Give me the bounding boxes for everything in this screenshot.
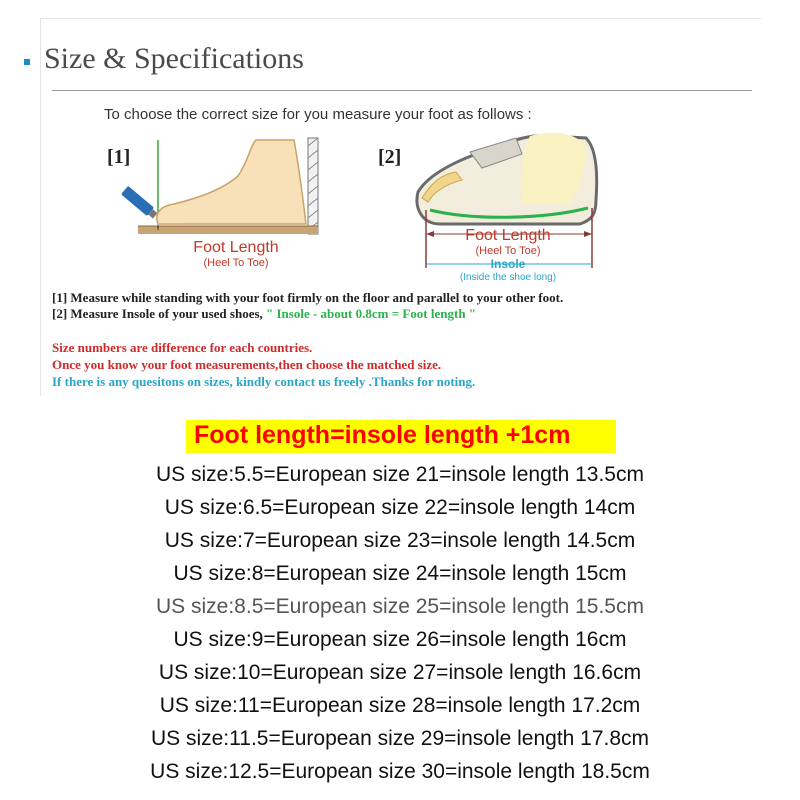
size-row: US size:9=European size 26=insole length 16cm: [173, 628, 627, 651]
title-divider: [52, 90, 752, 91]
insole-subcaption: (Inside the shoe long): [459, 272, 557, 283]
size-list: [0, 458, 800, 788]
foot-length-rule-highlight: [186, 420, 616, 453]
size-row: US size:5.5=European size 21=insole length 13.5cm: [156, 463, 644, 486]
note-2-formula: " Insole - about 0.8cm = Foot length ": [266, 306, 477, 321]
intro-text: To choose the correct size for you measure your foot as follows :: [104, 106, 532, 123]
size-row: US size:12.5=European size 30=insole length 18.5cm: [150, 760, 650, 783]
warning-line-2: Once you know your foot measurements,then choose the matched size.: [52, 357, 442, 372]
size-row: US size:11=European size 28=insole length 17.2cm: [159, 694, 641, 717]
note-2: [52, 306, 476, 322]
figure-2-caption: Foot Length: [465, 227, 551, 244]
figure-2-subcaption: (Heel To Toe): [475, 245, 541, 257]
panel-top-border: [41, 18, 761, 19]
figure-2-label: [2]: [378, 146, 402, 168]
size-row: US size:8=European size 24=insole length 15cm: [173, 562, 627, 585]
size-row: US size:6.5=European size 22=insole length 14cm: [164, 496, 636, 519]
foot-length-figure: [118, 132, 328, 278]
note-1: [1] Measure while standing with your foot firmly on the floor and parallel to your other foot.: [52, 290, 564, 305]
contact-line: If there is any quesitons on sizes, kindly contact us freely .Thanks for noting.: [52, 374, 476, 389]
size-row: US size:10=European size 27=insole length 16.6cm: [158, 661, 642, 684]
warning-line-1: Size numbers are difference for each countries.: [52, 340, 313, 355]
size-row: US size:11.5=European size 29=insole length 17.8cm: [150, 727, 650, 750]
foot-length-rule: Foot length=insole length +1cm: [194, 421, 571, 449]
figure-1-subcaption: (Heel To Toe): [203, 257, 269, 269]
insole-caption: Insole: [490, 257, 526, 271]
page-title: Size & Specifications: [44, 42, 304, 75]
figure-1-caption: Foot Length: [193, 239, 279, 256]
title-bullet-icon: [24, 59, 30, 65]
insole-figure: [410, 128, 610, 284]
note-2-prefix: [2] Measure Insole of your used shoes,: [52, 306, 267, 321]
size-row: US size:8.5=European size 25=insole length 15.5cm: [156, 595, 644, 618]
figure-1-label: [1]: [107, 146, 131, 168]
size-row: US size:7=European size 23=insole length 14.5cm: [164, 529, 636, 552]
